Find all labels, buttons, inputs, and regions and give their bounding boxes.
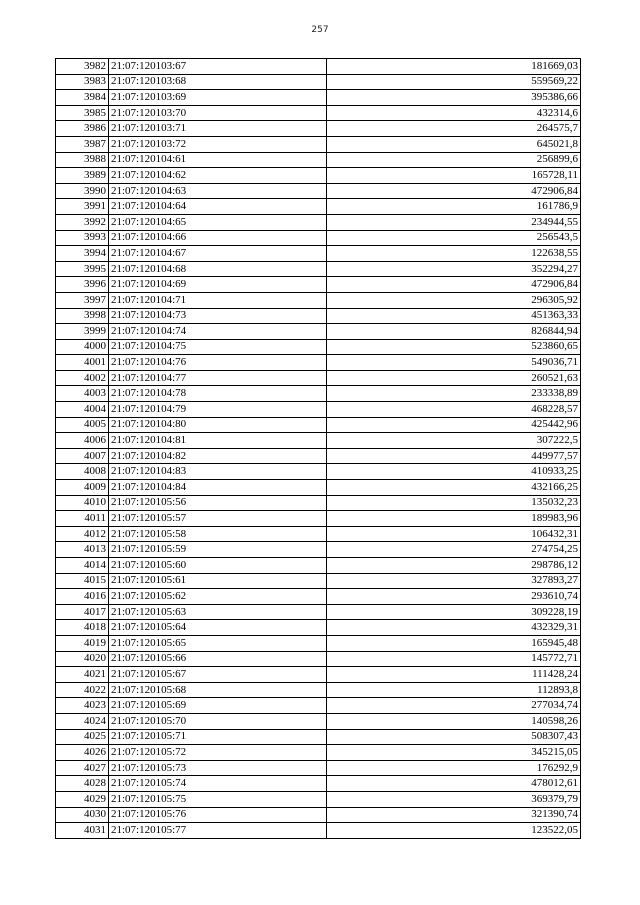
table-body <box>56 59 581 839</box>
table-row <box>56 121 581 137</box>
cadastral-number-cell: 21:07:120105:62 <box>109 589 327 605</box>
table-row <box>56 682 581 698</box>
cadastral-number-cell: 21:07:120105:67 <box>109 667 327 683</box>
cadastral-value-cell: 122638,55 <box>327 246 581 262</box>
row-number-cell: 4005 <box>56 417 109 433</box>
cadastral-value-cell: 135032,23 <box>327 495 581 511</box>
cadastral-value-cell: 293610,74 <box>327 589 581 605</box>
row-number-cell: 4025 <box>56 729 109 745</box>
row-number-cell: 4004 <box>56 402 109 418</box>
cadastral-value-cell: 176292,9 <box>327 760 581 776</box>
cadastral-value-cell: 449977,57 <box>327 448 581 464</box>
table-row <box>56 729 581 745</box>
table-row <box>56 651 581 667</box>
table-row <box>56 183 581 199</box>
cadastral-number-cell: 21:07:120105:61 <box>109 573 327 589</box>
row-number-cell: 4020 <box>56 651 109 667</box>
cadastral-value-cell: 189983,96 <box>327 511 581 527</box>
table-row <box>56 246 581 262</box>
row-number-cell: 3987 <box>56 136 109 152</box>
cadastral-number-cell: 21:07:120105:60 <box>109 558 327 574</box>
cadastral-number-cell: 21:07:120104:61 <box>109 152 327 168</box>
cadastral-number-cell: 21:07:120104:71 <box>109 292 327 308</box>
row-number-cell: 4026 <box>56 745 109 761</box>
row-number-cell: 4010 <box>56 495 109 511</box>
cadastral-value-cell: 432329,31 <box>327 620 581 636</box>
cadastral-value-cell: 123522,05 <box>327 823 581 839</box>
cadastral-number-cell: 21:07:120104:66 <box>109 230 327 246</box>
table-row <box>56 339 581 355</box>
cadastral-number-cell: 21:07:120104:79 <box>109 402 327 418</box>
cadastral-value-cell: 645021,8 <box>327 136 581 152</box>
row-number-cell: 3994 <box>56 246 109 262</box>
row-number-cell: 4031 <box>56 823 109 839</box>
table-row <box>56 277 581 293</box>
cadastral-value-cell: 395386,66 <box>327 90 581 106</box>
cadastral-value-cell: 425442,96 <box>327 417 581 433</box>
cadastral-value-cell: 181669,03 <box>327 59 581 75</box>
row-number-cell: 4015 <box>56 573 109 589</box>
cadastral-value-cell: 165728,11 <box>327 168 581 184</box>
cadastral-value-cell: 256543,5 <box>327 230 581 246</box>
cadastral-number-cell: 21:07:120103:69 <box>109 90 327 106</box>
row-number-cell: 3985 <box>56 105 109 121</box>
table-row <box>56 370 581 386</box>
table-row <box>56 667 581 683</box>
cadastral-value-cell: 468228,57 <box>327 402 581 418</box>
cadastral-number-cell: 21:07:120105:71 <box>109 729 327 745</box>
table-row <box>56 402 581 418</box>
row-number-cell: 3984 <box>56 90 109 106</box>
row-number-cell: 4011 <box>56 511 109 527</box>
cadastral-number-cell: 21:07:120104:67 <box>109 246 327 262</box>
cadastral-number-cell: 21:07:120105:65 <box>109 635 327 651</box>
cadastral-number-cell: 21:07:120105:58 <box>109 526 327 542</box>
cadastral-number-cell: 21:07:120104:78 <box>109 386 327 402</box>
table-row <box>56 292 581 308</box>
cadastral-value-cell: 321390,74 <box>327 807 581 823</box>
cadastral-value-cell: 309228,19 <box>327 604 581 620</box>
cadastral-value-cell: 345215,05 <box>327 745 581 761</box>
row-number-cell: 3995 <box>56 261 109 277</box>
cadastral-value-cell: 472906,84 <box>327 183 581 199</box>
row-number-cell: 3991 <box>56 199 109 215</box>
cadastral-number-cell: 21:07:120105:72 <box>109 745 327 761</box>
table-row <box>56 417 581 433</box>
row-number-cell: 3998 <box>56 308 109 324</box>
table-row <box>56 386 581 402</box>
table-row <box>56 589 581 605</box>
cadastral-number-cell: 21:07:120105:63 <box>109 604 327 620</box>
row-number-cell: 4013 <box>56 542 109 558</box>
row-number-cell: 4014 <box>56 558 109 574</box>
cadastral-value-cell: 264575,7 <box>327 121 581 137</box>
cadastral-value-cell: 111428,24 <box>327 667 581 683</box>
row-number-cell: 3997 <box>56 292 109 308</box>
cadastral-value-cell: 352294,27 <box>327 261 581 277</box>
row-number-cell: 4016 <box>56 589 109 605</box>
cadastral-number-cell: 21:07:120104:64 <box>109 199 327 215</box>
cadastral-value-cell: 277034,74 <box>327 698 581 714</box>
cadastral-value-cell: 432314,6 <box>327 105 581 121</box>
table-row <box>56 105 581 121</box>
row-number-cell: 4023 <box>56 698 109 714</box>
table-row <box>56 308 581 324</box>
row-number-cell: 4022 <box>56 682 109 698</box>
cadastral-number-cell: 21:07:120105:76 <box>109 807 327 823</box>
table-row <box>56 807 581 823</box>
row-number-cell: 4027 <box>56 760 109 776</box>
row-number-cell: 3986 <box>56 121 109 137</box>
table-row <box>56 791 581 807</box>
table-row <box>56 448 581 464</box>
row-number-cell: 3983 <box>56 74 109 90</box>
cadastral-value-cell: 274754,25 <box>327 542 581 558</box>
row-number-cell: 4021 <box>56 667 109 683</box>
table-row <box>56 573 581 589</box>
table-row <box>56 495 581 511</box>
cadastral-number-cell: 21:07:120105:75 <box>109 791 327 807</box>
cadastral-value-cell: 298786,12 <box>327 558 581 574</box>
cadastral-value-cell: 106432,31 <box>327 526 581 542</box>
cadastral-number-cell: 21:07:120103:72 <box>109 136 327 152</box>
cadastral-value-cell: 523860,65 <box>327 339 581 355</box>
row-number-cell: 3996 <box>56 277 109 293</box>
row-number-cell: 4006 <box>56 433 109 449</box>
cadastral-number-cell: 21:07:120104:73 <box>109 308 327 324</box>
cadastral-number-cell: 21:07:120105:69 <box>109 698 327 714</box>
cadastral-number-cell: 21:07:120104:81 <box>109 433 327 449</box>
cadastral-value-cell: 296305,92 <box>327 292 581 308</box>
row-number-cell: 3989 <box>56 168 109 184</box>
table-row <box>56 168 581 184</box>
cadastral-value-cell: 369379,79 <box>327 791 581 807</box>
cadastral-value-cell: 508307,43 <box>327 729 581 745</box>
cadastral-value-cell: 826844,94 <box>327 324 581 340</box>
table-row <box>56 713 581 729</box>
cadastral-value-cell: 327893,27 <box>327 573 581 589</box>
table-row <box>56 823 581 839</box>
table-row <box>56 355 581 371</box>
cadastral-number-cell: 21:07:120105:68 <box>109 682 327 698</box>
table-row <box>56 542 581 558</box>
table-row <box>56 776 581 792</box>
cadastral-value-cell: 112893,8 <box>327 682 581 698</box>
row-number-cell: 4007 <box>56 448 109 464</box>
row-number-cell: 3990 <box>56 183 109 199</box>
cadastral-number-cell: 21:07:120104:84 <box>109 480 327 496</box>
cadastral-number-cell: 21:07:120105:66 <box>109 651 327 667</box>
cadastral-number-cell: 21:07:120104:80 <box>109 417 327 433</box>
cadastral-number-cell: 21:07:120104:62 <box>109 168 327 184</box>
row-number-cell: 3999 <box>56 324 109 340</box>
row-number-cell: 4000 <box>56 339 109 355</box>
table-row <box>56 152 581 168</box>
cadastral-value-cell: 559569,22 <box>327 74 581 90</box>
table-row <box>56 604 581 620</box>
cadastral-value-cell: 260521,63 <box>327 370 581 386</box>
cadastral-number-cell: 21:07:120104:65 <box>109 214 327 230</box>
cadastral-number-cell: 21:07:120105:57 <box>109 511 327 527</box>
cadastral-value-cell: 145772,71 <box>327 651 581 667</box>
cadastral-number-cell: 21:07:120105:70 <box>109 713 327 729</box>
row-number-cell: 4018 <box>56 620 109 636</box>
cadastral-value-cell: 451363,33 <box>327 308 581 324</box>
cadastral-number-cell: 21:07:120104:77 <box>109 370 327 386</box>
table-row <box>56 230 581 246</box>
row-number-cell: 4019 <box>56 635 109 651</box>
cadastral-number-cell: 21:07:120104:76 <box>109 355 327 371</box>
table-row <box>56 526 581 542</box>
cadastral-number-cell: 21:07:120103:71 <box>109 121 327 137</box>
table-row <box>56 433 581 449</box>
row-number-cell: 3982 <box>56 59 109 75</box>
row-number-cell: 4009 <box>56 480 109 496</box>
cadastral-number-cell: 21:07:120105:59 <box>109 542 327 558</box>
table-row <box>56 698 581 714</box>
row-number-cell: 4017 <box>56 604 109 620</box>
table-row <box>56 480 581 496</box>
cadastral-number-cell: 21:07:120104:69 <box>109 277 327 293</box>
cadastral-number-cell: 21:07:120103:70 <box>109 105 327 121</box>
cadastral-value-cell: 307222,5 <box>327 433 581 449</box>
table-row <box>56 74 581 90</box>
cadastral-number-cell: 21:07:120105:64 <box>109 620 327 636</box>
table-row <box>56 214 581 230</box>
cadastral-number-cell: 21:07:120105:74 <box>109 776 327 792</box>
table-row <box>56 90 581 106</box>
row-number-cell: 3993 <box>56 230 109 246</box>
cadastral-number-cell: 21:07:120105:77 <box>109 823 327 839</box>
row-number-cell: 4029 <box>56 791 109 807</box>
row-number-cell: 4003 <box>56 386 109 402</box>
row-number-cell: 4030 <box>56 807 109 823</box>
cadastral-value-cell: 256899,6 <box>327 152 581 168</box>
cadastral-number-cell: 21:07:120104:74 <box>109 324 327 340</box>
table-row <box>56 558 581 574</box>
cadastral-value-cell: 432166,25 <box>327 480 581 496</box>
row-number-cell: 4012 <box>56 526 109 542</box>
row-number-cell: 4024 <box>56 713 109 729</box>
cadastral-number-cell: 21:07:120104:82 <box>109 448 327 464</box>
cadastral-number-cell: 21:07:120104:75 <box>109 339 327 355</box>
row-number-cell: 4008 <box>56 464 109 480</box>
cadastral-value-cell: 478012,61 <box>327 776 581 792</box>
cadastral-value-cell: 161786,9 <box>327 199 581 215</box>
table-row <box>56 261 581 277</box>
table-row <box>56 745 581 761</box>
table-row <box>56 760 581 776</box>
table-row <box>56 464 581 480</box>
cadastral-value-cell: 472906,84 <box>327 277 581 293</box>
cadastral-number-cell: 21:07:120103:67 <box>109 59 327 75</box>
table-row <box>56 59 581 75</box>
cadastral-value-cell: 549036,71 <box>327 355 581 371</box>
cadastral-number-cell: 21:07:120105:56 <box>109 495 327 511</box>
row-number-cell: 4001 <box>56 355 109 371</box>
cadastral-number-cell: 21:07:120104:63 <box>109 183 327 199</box>
row-number-cell: 4028 <box>56 776 109 792</box>
cadastral-value-cell: 165945,48 <box>327 635 581 651</box>
table-row <box>56 199 581 215</box>
table-row <box>56 635 581 651</box>
row-number-cell: 3988 <box>56 152 109 168</box>
cadastral-number-cell: 21:07:120105:73 <box>109 760 327 776</box>
table-row <box>56 324 581 340</box>
row-number-cell: 3992 <box>56 214 109 230</box>
table-row <box>56 620 581 636</box>
cadastral-number-cell: 21:07:120103:68 <box>109 74 327 90</box>
cadastral-value-cell: 140598,26 <box>327 713 581 729</box>
table-row <box>56 136 581 152</box>
cadastral-number-cell: 21:07:120104:83 <box>109 464 327 480</box>
cadastral-value-table <box>55 58 581 839</box>
cadastral-number-cell: 21:07:120104:68 <box>109 261 327 277</box>
cadastral-value-cell: 234944,55 <box>327 214 581 230</box>
page-number: 257 <box>311 25 329 35</box>
cadastral-value-cell: 233338,89 <box>327 386 581 402</box>
cadastral-value-cell: 410933,25 <box>327 464 581 480</box>
table-row <box>56 511 581 527</box>
row-number-cell: 4002 <box>56 370 109 386</box>
